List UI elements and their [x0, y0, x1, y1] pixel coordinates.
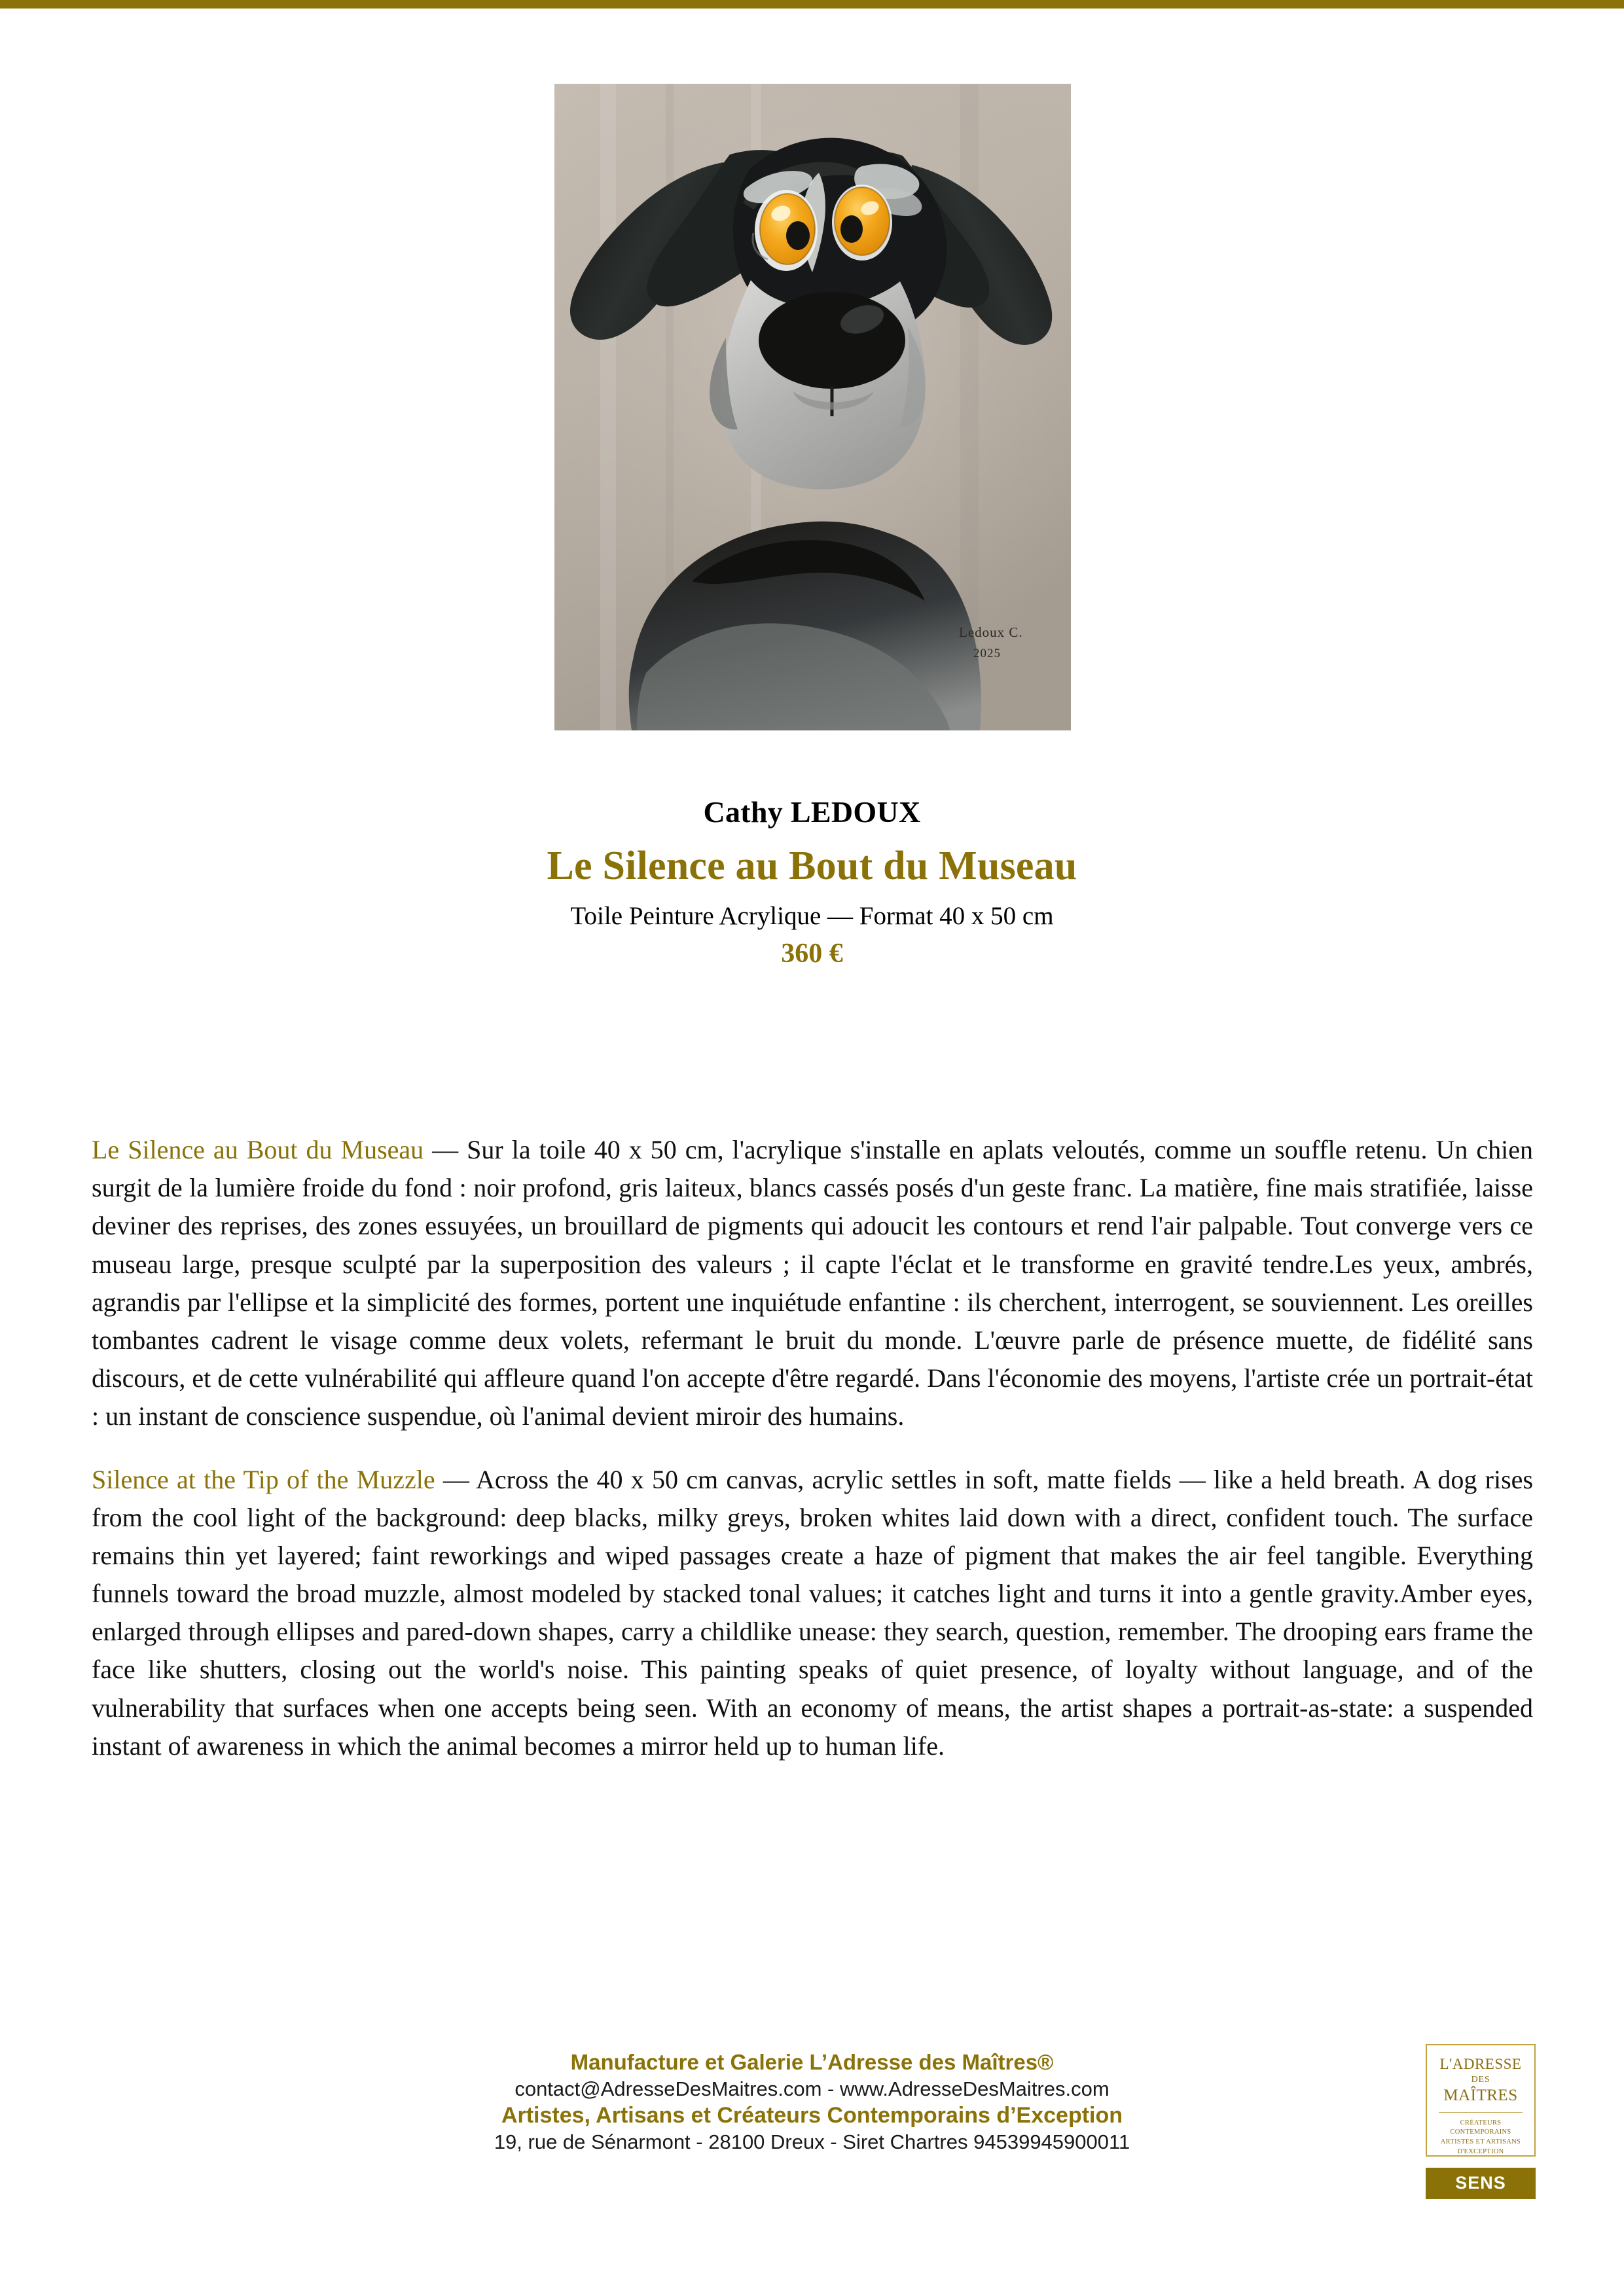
- svg-text:2025: 2025: [973, 647, 1001, 660]
- logo-sub-artistes: ARTISTES ET ARTISANS: [1440, 2138, 1521, 2146]
- artist-name: Cathy LEDOUX: [703, 795, 921, 829]
- brand-logo-card: [1426, 2044, 1536, 2157]
- footer-contact[interactable]: contact@AdresseDesMaitres.com - www.AdresseDesMaitres.com: [514, 2077, 1110, 2100]
- description-block: [92, 1131, 1533, 1765]
- logo-sub-exception: D'EXCEPTION: [1457, 2148, 1504, 2156]
- footer-block: [0, 2049, 1624, 2155]
- svg-text:Ledoux C.: Ledoux C.: [959, 624, 1023, 640]
- description-body-fr: Sur la toile 40 x 50 cm, l'acrylique s'installe en aplats veloutés, comme un souffle retenu. Un chien surgit de la lumière froide du fond : noir profond, gris laiteux, blancs cassés posés d'un geste franc. La matière, fine mais stratifiée, laisse deviner des reprises, des zones essuyées, un brouillard de pigments qui adoucit les contours et rend l'air palpable. Tout converge vers ce museau large, presque sculpté par la superposition des valeurs ; il capte l'éclat et le transforme en gravité tendre.Les yeux, ambrés, agrandis par l'ellipse et la simplicité des formes, portent une inquiétude enfantine : ils cherchent, interrogent, se souviennent. Les oreilles tombantes cadrent le visage comme deux volets, refermant le bruit du monde. L'œuvre parle de présence muette, de fidélité sans discours, et de cette vulnérabilité qui affleure quand l'on accepte d'être regardé. Dans l'économie des moyens, l'artiste crée un portrait-état : un instant de conscience suspendue, où l'animal devient miroir des humains.: [92, 1135, 1534, 1431]
- painting-stylized-dog-portrait: [554, 84, 1071, 730]
- sens-badge[interactable]: SENS: [1426, 2168, 1536, 2199]
- artwork-price: 360 €: [781, 938, 843, 969]
- artwork-title: Le Silence au Bout du Museau: [547, 843, 1077, 888]
- logo-line-adresse: L'ADRESSE: [1439, 2056, 1522, 2072]
- description-separator-fr: —: [424, 1135, 467, 1164]
- logo-line-des: DES: [1471, 2074, 1490, 2085]
- top-gold-rule: [0, 0, 1624, 9]
- description-separator-en: —: [435, 1464, 476, 1494]
- logo-sub-createurs: CRÉATEURS CONTEMPORAINS: [1450, 2119, 1511, 2136]
- footer-company-name: Manufacture et Galerie L’Adresse des Maîtres®: [570, 2050, 1054, 2074]
- footer-address: 19, rue de Sénarmont - 28100 Dreux - Siret Chartres 94539945900011: [494, 2130, 1130, 2154]
- description-body-en: Across the 40 x 50 cm canvas, acrylic settles in soft, matte fields — like a held breath. A dog rises from the cool light of the background: deep blacks, milky greys, broken whites laid down with a direct, confident touch. The surface remains thin yet layered; faint reworkings and wiped passages create a haze of pigment that makes the air feel tangible. Everything funnels toward the broad muzzle, almost modeled by stacked tonal values; it catches light and turns it into a gentle gravity.Amber eyes, enlarged through ellipses and pared-down shapes, carry a childlike unease: they search, question, remember. The drooping ears frame the face like shutters, closing out the world's noise. This painting speaks of quiet presence, of loyalty without language, and of the vulnerability that surfaces when one accepts being seen. With an economy of means, the artist shapes a portrait-as-state: a suspended instant of awareness in which the animal becomes a mirror held up to human life.: [92, 1464, 1534, 1761]
- logo-line-maitres: MAÎTRES: [1443, 2086, 1518, 2104]
- brand-logo-block: [1426, 2044, 1536, 2199]
- description-paragraph-en: [92, 1461, 1533, 1766]
- footer-tagline: Artistes, Artisans et Créateurs Contemporains d’Exception: [501, 2102, 1123, 2128]
- artwork-image: [554, 84, 1071, 730]
- description-lead-in-en: Silence at the Tip of the Muzzle: [92, 1464, 435, 1494]
- artwork-medium: Toile Peinture Acrylique — Format 40 x 50 cm: [570, 901, 1054, 930]
- description-lead-in-fr: Le Silence au Bout du Museau: [92, 1135, 424, 1164]
- description-paragraph-fr: [92, 1131, 1533, 1436]
- artwork-heading-block: [0, 795, 1624, 969]
- logo-divider: [1439, 2112, 1523, 2113]
